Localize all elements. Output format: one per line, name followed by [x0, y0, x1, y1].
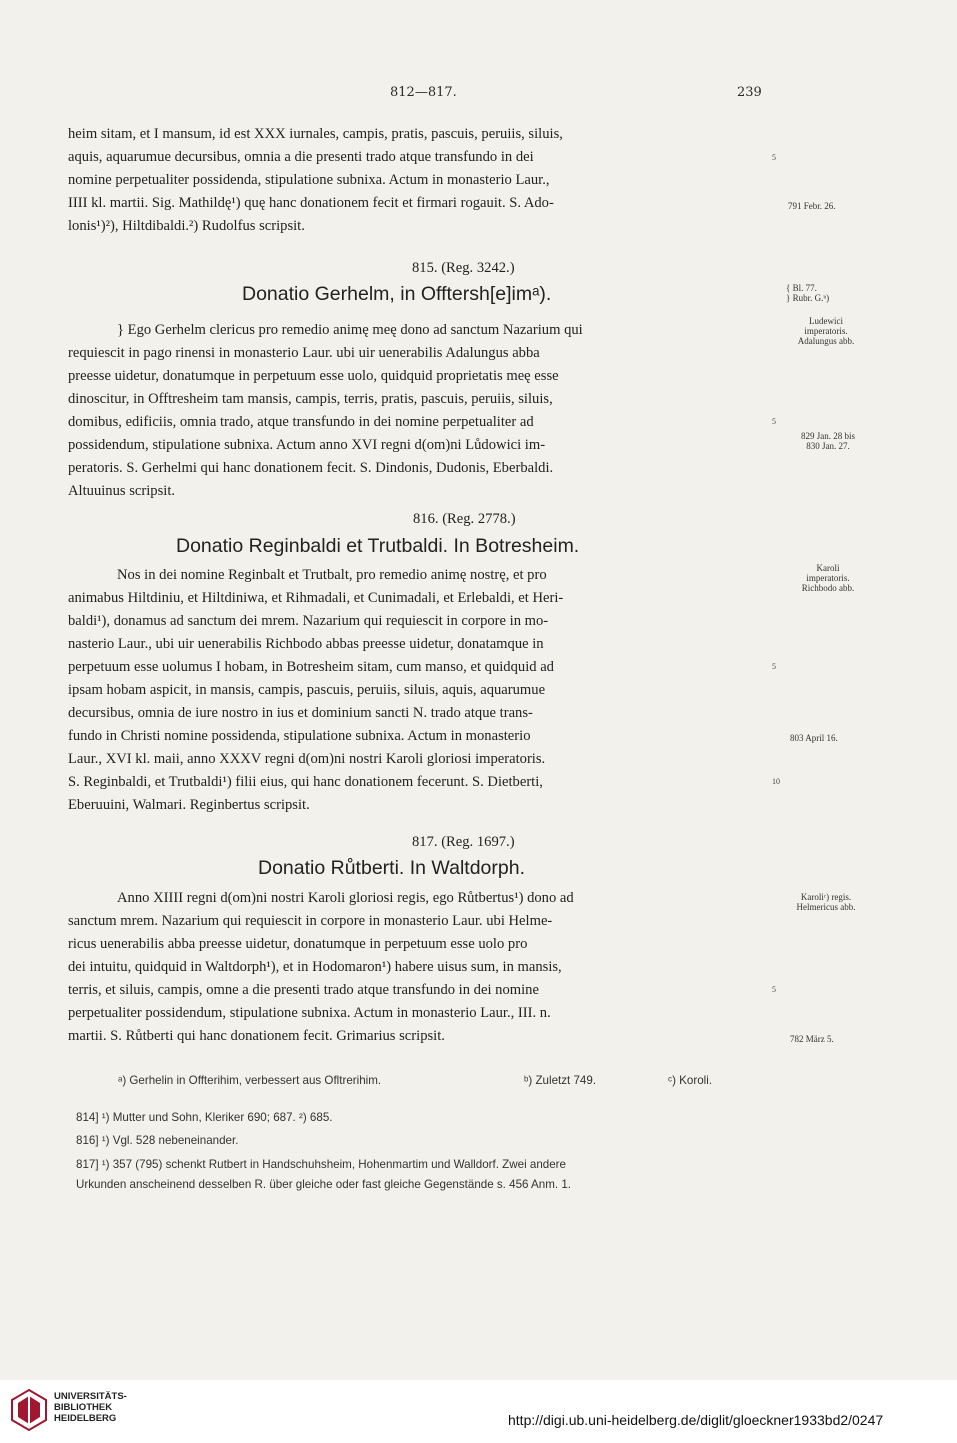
text-line: ipsam hobam aspicit, in mansis, campis, pascuis, peruiis, siluis, aquis, aquarumue [68, 682, 546, 698]
charter-title: Donatio Reginbaldi et Trutbaldi. In Botresheim. [176, 535, 580, 557]
footnote: 814] ¹) Mutter und Sohn, Kleriker 690; 687. ²) 685. [76, 1111, 333, 1124]
text-line: fundo in Christi nomine possidenda, stipulatione subnixa. Actum in monasterio [68, 728, 531, 744]
text-line: preesse uidetur, donatumque in perpetuum esse uolo, quidquid proprietatis meę esse [68, 368, 559, 384]
margin-ruler: Karoli imperatoris. Richbodo abb. [801, 563, 855, 593]
text-line: perpetualiter possidendum, stipulatione subnixa. Actum in monasterio Laur., III. n. [68, 1005, 551, 1021]
footnote: 817] ¹) 357 (795) schenkt Rutbert in Handschuhsheim, Hohenmartim und Walldorf. Zwei andere [76, 1158, 566, 1171]
library-name-line: UNIVERSITÄTS- [54, 1391, 127, 1402]
text-line: martii. S. Růtberti qui hanc donationem fecit. Grimarius scripsit. [68, 1028, 445, 1044]
library-name-line: BIBLIOTHEK [54, 1402, 113, 1413]
charter-number: 816. (Reg. 2778.) [413, 511, 516, 527]
text-line: decursibus, omnia de iure nostro in ius et dominium sancti N. trado atque trans- [68, 705, 533, 721]
library-logo-icon [10, 1388, 48, 1432]
text-line: baldi¹), donamus ad sanctum dei mrem. Nazarium qui requiescit in corpore in mo- [68, 613, 549, 629]
line-number: 5 [772, 985, 776, 994]
text-line: Eberuuini, Walmari. Reginbertus scripsit. [68, 797, 310, 813]
margin-date: 829 Jan. 28 bis 830 Jan. 27. [801, 431, 855, 451]
library-name-line: HEIDELBERG [54, 1413, 117, 1424]
text-line: heim sitam, et I mansum, id est XXX iurnales, campis, pratis, pascuis, peruiis, siluis, [68, 126, 563, 142]
text-line: sanctum mrem. Nazarium qui requiescit in corpore in monasterio Laur. ubi Helme- [68, 913, 553, 929]
text-line: animabus Hiltdiniu, et Hiltdiniwa, et Rihmadali, et Cunimadali, et Erlebaldi, et Heri- [68, 590, 564, 606]
footnote: Urkunden anscheinend desselben R. über gleiche oder fast gleiche Gegenstände s. 456 Anm. 1. [76, 1178, 571, 1191]
text-line: terris, et siluis, campis, omne a die presenti trado atque transfundo in dei nomine [68, 982, 539, 998]
page-number: 239 [737, 85, 762, 100]
page-header-range: 812—817. [390, 85, 457, 100]
line-number: 10 [772, 777, 780, 786]
text-line: } Ego Gerhelm clericus pro remedio animę meę dono ad sanctum Nazarium qui [117, 322, 583, 338]
text-line: Anno XIIII regni d(om)ni nostri Karoli gloriosi regis, ego Růtbertus¹) dono ad [117, 890, 574, 906]
text-line: IIII kl. martii. Sig. Mathildę¹) quę hanc donationem fecit et firmari rogauit. S. Ado- [68, 195, 554, 211]
text-line: Laur., XVI kl. maii, anno XXXV regni d(om)ni nostri Karoli gloriosi imperatoris. [68, 751, 546, 767]
margin-ruler: Karoliᶜ) regis. Helmericus abb. [796, 892, 856, 912]
charter-number: 815. (Reg. 3242.) [412, 260, 515, 276]
charter-number: 817. (Reg. 1697.) [412, 834, 515, 850]
permalink-url[interactable]: http://digi.ub.uni-heidelberg.de/diglit/gloeckner1933bd2/0247 [508, 1412, 884, 1428]
line-number: 5 [772, 417, 776, 426]
text-line: lonis¹)²), Hiltdibaldi.²) Rudolfus scripsit. [68, 218, 305, 234]
footnote: 816] ¹) Vgl. 528 nebeneinander. [76, 1134, 239, 1147]
text-line: nasterio Laur., ubi uir uenerabilis Richbodo abbas preesse uidetur, donatamque in [68, 636, 544, 652]
text-line: requiescit in pago rinensi in monasterio Laur. ubi uir uenerabilis Adalungus abba [68, 345, 540, 361]
text-line: Altuuinus scripsit. [68, 483, 176, 499]
text-line: perpetuum esse uolumus I hobam, in Botresheim sitam, cum manso, et quidquid ad [68, 659, 554, 675]
text-line: nomine perpetualiter possidenda, stipulatione subnixa. Actum in monasterio Laur., [68, 172, 550, 188]
text-line: Nos in dei nomine Reginbalt et Trutbalt, pro remedio animę nostrę, et pro [117, 567, 547, 583]
line-number: 5 [772, 662, 776, 671]
footnote: ᵇ) Zuletzt 749. [524, 1074, 597, 1087]
text-line: peratoris. S. Gerhelmi qui hanc donationem fecit. S. Dindonis, Dudonis, Eberbaldi. [68, 460, 554, 476]
text-line: dinoscitur, in Offtresheim tam mansis, campis, terris, pratis, pascuis, peruiis, siluis, [68, 391, 553, 407]
margin-reference: { Bl. 77. } Rubr. G.ᵇ) [786, 283, 830, 303]
margin-ruler: Ludewici imperatoris. Adalungus abb. [797, 316, 855, 346]
library-name [54, 1391, 127, 1424]
text-line: dei intuitu, quidquid in Waltdorph¹), et in Hodomaron¹) habere uisus sum, in mansis, [68, 959, 562, 975]
charter-title: Donatio Růtberti. In Waltdorph. [258, 857, 525, 879]
footnote: ᶜ) Koroli. [668, 1074, 713, 1087]
text-line: aquis, aquarumue decursibus, omnia a die presenti trado atque transfundo in dei [68, 149, 534, 165]
charter-title: Donatio Gerhelm, in Offtersh[e]imᵃ). [242, 283, 552, 305]
line-number: 5 [772, 153, 776, 162]
margin-date: 791 Febr. 26. [788, 201, 836, 211]
text-line: possidendum, stipulatione subnixa. Actum anno XVI regni d(om)ni Lůdowici im- [68, 437, 546, 453]
text-line: S. Reginbaldi, et Trutbaldi¹) filii eius, qui hanc donationem fecerunt. S. Dietberti, [68, 774, 543, 790]
text-line: ricus uenerabilis abba preesse uidetur, donatumque in perpetuum esse uolo pro [68, 936, 528, 952]
margin-date: 803 April 16. [790, 733, 838, 743]
text-line: domibus, edificiis, omnia trado, atque transfundo in dei nomine perpetualiter ad [68, 414, 534, 430]
footnote: ᵃ) Gerhelin in Offterihim, verbessert aus Ofltrerihim. [118, 1074, 382, 1087]
margin-date: 782 März 5. [790, 1034, 834, 1044]
